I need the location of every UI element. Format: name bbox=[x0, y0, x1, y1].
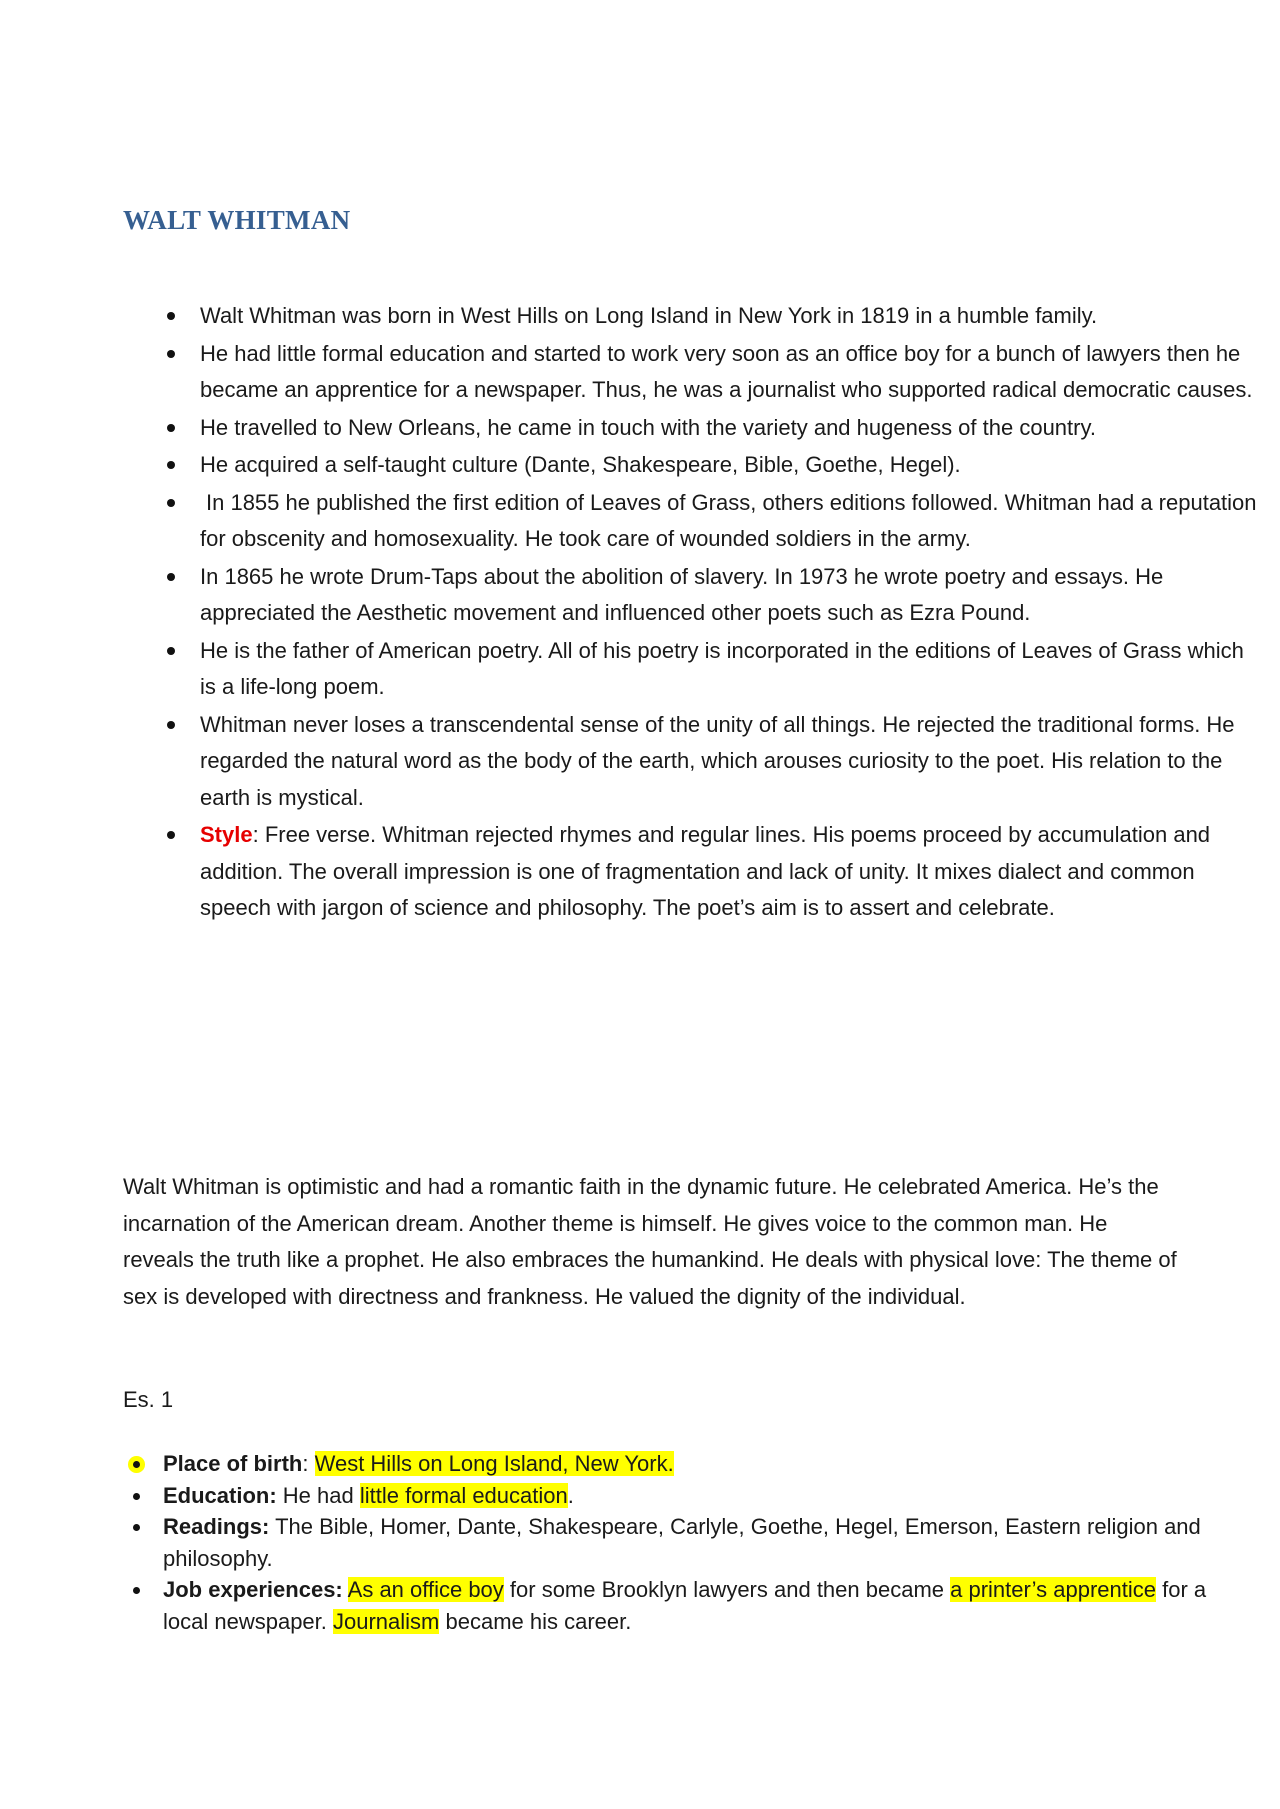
fact-label: Place of birth bbox=[163, 1451, 303, 1476]
fact-text: The Bible, Homer, Dante, Shakespeare, Carlyle, Goethe, Hegel, Emerson, Eastern religion and philosophy. bbox=[163, 1514, 1201, 1571]
fact-label: Job experiences: bbox=[163, 1577, 343, 1602]
highlighted-text: As an office boy bbox=[347, 1577, 504, 1602]
fact-text: . bbox=[567, 1482, 574, 1508]
fact-readings bbox=[163, 1511, 1223, 1574]
style-label: Style bbox=[200, 822, 253, 847]
list-item: He had little formal education and started to work very soon as an office boy for a bunch of lawyers then he became an apprentice for a newspaper. Thus, he was a journalist who supported radical democratic causes. bbox=[200, 336, 1260, 409]
list-item-style bbox=[200, 817, 1260, 927]
list-item: In 1855 he published the first edition of Leaves of Grass, others editions followed. Whitman had a reputation for obscenity and homosexuality. He took care of wounded soldiers in the army. bbox=[200, 485, 1260, 558]
list-item: Whitman never loses a transcendental sense of the unity of all things. He rejected the traditional forms. He regarded the natural word as the body of the earth, which arouses curiosity to the poet. His relation to the earth is mystical. bbox=[200, 707, 1260, 817]
fact-text: became his career. bbox=[439, 1608, 632, 1634]
fact-text bbox=[343, 1577, 348, 1602]
list-item: He travelled to New Orleans, he came in touch with the variety and hugeness of the country. bbox=[200, 410, 1260, 447]
highlighted-text: little formal education bbox=[359, 1482, 568, 1508]
biography-list bbox=[123, 298, 1260, 928]
fact-education bbox=[163, 1480, 1223, 1512]
highlighted-text: a printer’s apprentice bbox=[950, 1577, 1156, 1602]
page-title: WALT WHITMAN bbox=[123, 205, 351, 235]
fact-place-of-birth bbox=[163, 1448, 1223, 1480]
fact-job-experiences bbox=[163, 1574, 1223, 1637]
fact-text: for a local newspaper. bbox=[163, 1577, 1207, 1634]
fact-label: Readings: bbox=[163, 1514, 270, 1539]
highlighted-text: West Hills on Long Island, New York. bbox=[314, 1451, 674, 1476]
highlighted-text: Journalism bbox=[333, 1608, 440, 1634]
facts-list bbox=[123, 1448, 1223, 1637]
fact-text: for some Brooklyn lawyers and then became bbox=[503, 1577, 951, 1602]
list-item: He acquired a self-taught culture (Dante, Shakespeare, Bible, Goethe, Hegel). bbox=[200, 447, 1260, 484]
fact-text: He had bbox=[276, 1482, 360, 1508]
style-text: : Free verse. Whitman rejected rhymes and regular lines. His poems proceed by accumulation and addition. The overall impression is one of fragmentation and lack of unity. It mixes dialect and common speech with jargon of science and philosophy. The poet’s aim is to assert and celebrate. bbox=[200, 822, 1211, 920]
list-item: Walt Whitman was born in West Hills on Long Island in New York in 1819 in a humble family. bbox=[200, 298, 1260, 335]
fact-label: Education: bbox=[163, 1482, 277, 1508]
list-item: He is the father of American poetry. All of his poetry is incorporated in the editions of Leaves of Grass which is a life-long poem. bbox=[200, 633, 1260, 706]
exercise-label: Es. 1 bbox=[123, 1387, 174, 1412]
fact-separator: : bbox=[302, 1451, 315, 1476]
list-item: In 1865 he wrote Drum-Taps about the abolition of slavery. In 1973 he wrote poetry and essays. He appreciated the Aesthetic movement and influenced other poets such as Ezra Pound. bbox=[200, 559, 1260, 632]
summary-paragraph: Walt Whitman is optimistic and had a romantic faith in the dynamic future. He celebrated America. He’s the incarnation of the American dream. Another theme is himself. He gives voice to the common man. He reveals the truth like a prophet. He also embraces the humankind. He deals with physical love: The theme of sex is developed with directness and frankness. He valued the dignity of the individual. bbox=[123, 1174, 1177, 1309]
